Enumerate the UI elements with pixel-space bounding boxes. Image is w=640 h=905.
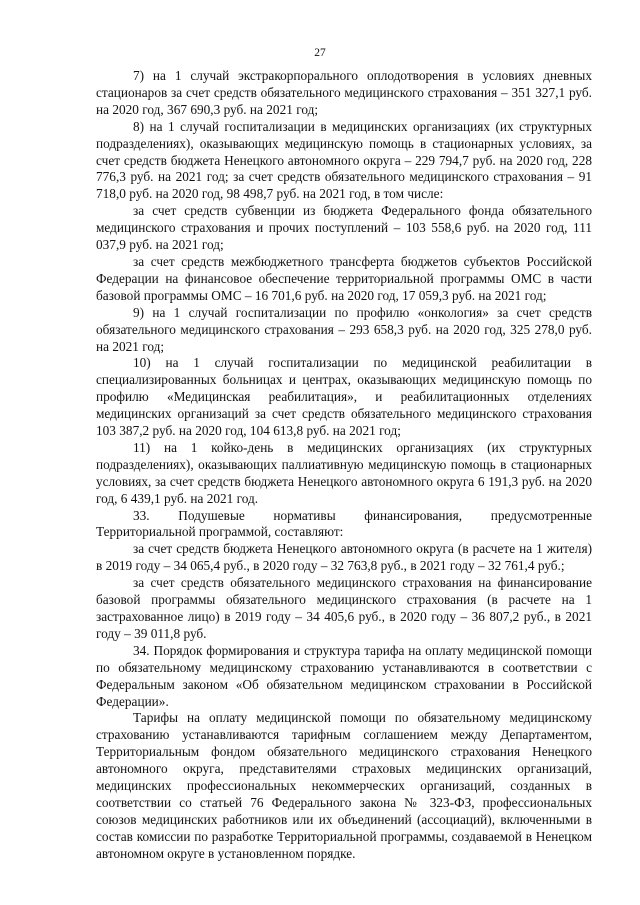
page-number: 27 [314,47,326,59]
paragraph-regional-budget: за счет средств бюджета Ненецкого автономного округа (в расчете на 1 жителя) в 2019 году – 34 065,4 руб., в 2020 году – 32 763,8 руб., в 2021 году – 32 761,4 руб.; [96,541,592,574]
paragraph-section-34: 34. Порядок формирования и структура тарифа на оплату медицинской помощи по обязательному медицинскому страхованию устанавливаются в соответствии с Федеральным законом «Об обязательном медицинском страховании в Российской Федерации». [96,642,592,709]
paragraph-tariffs: Тарифы на оплату медицинской помощи по обязательному медицинскому страхованию устанавливаются тарифным соглашением между Департаментом, Территориальным фондом обязательного медицинского страхования Ненецкого автономного округа, представителями страховых медицинских организаций, медицинских профессиональных некоммерческих организаций, созданных в соответствии со статьей 76 Федерального закона № 323-ФЗ, профессиональных союзов медицинских работников или их объединений (ассоциаций), включенными в состав комиссии по разработке Территориальной программы, создаваемой в Ненецком автономном округе в установленном порядке. [96,710,592,861]
paragraph-item-9: 9) на 1 случай госпитализации по профилю «онкология» за счет средств обязательного медицинского страхования – 293 658,3 руб. на 2020 год, 325 278,0 руб. на 2021 год; [96,304,592,354]
paragraph-oms-funding: за счет средств обязательного медицинского страхования на финансирование базовой программы обязательного медицинского страхования (в расчете на 1 застрахованное лицо) в 2019 году – 34 405,6 руб., в 2020 году – 36 807,2 руб., в 2021 году – 39 011,8 руб. [96,575,592,641]
paragraph-item-10: 10) на 1 случай госпитализации по медицинской реабилитации в специализированных больницах и центрах, оказывающих медицинскую помощь по профилю «Медицинская реабилитация», и реабилитационных отделениях медицинских организаций за счет средств обязательного медицинского страхования 103 387,2 руб. на 2020 год, 104 613,8 руб. на 2021 год; [96,355,592,439]
paragraph-interbudget-transfer: за счет средств межбюджетного трансферта бюджетов субъектов Российской Федерации на финансовое обеспечение территориальной программы ОМС в части базовой программы ОМС – 16 701,6 руб. на 2020 год, 17 059,3 руб. на 2021 год; [96,253,592,303]
paragraph-item-7: 7) на 1 случай экстракорпорального оплодотворения в условиях дневных стационаров за счет средств обязательного медицинского страхования – 351 327,1 руб. на 2020 год, 367 690,3 руб. на 2021 год; [96,68,592,117]
paragraph-item-8: 8) на 1 случай госпитализации в медицинских организациях (их структурных подразделениях), оказывающих медицинскую помощь в стационарных условиях, за счет средств бюджета Ненецкого автономного округа – 229 794,7 руб. на 2020 год, 228 776,3 руб. на 2021 год; за счет средств обязательного медицинского страхования – 91 718,0 руб. на 2020 год, 98 498,7 руб. на 2021 год, в том числе: [96,118,592,202]
document-body [96,68,592,863]
paragraph-item-11: 11) на 1 койко-день в медицинских организациях (их структурных подразделениях), оказывающих паллиативную медицинскую помощь в стационарных условиях, за счет средств бюджета Ненецкого автономного округа 6 191,3 руб. на 2020 год, 6 439,1 руб. на 2021 год. [96,439,592,506]
paragraph-section-33: 33. Подушевые нормативы финансирования, предусмотренные Территориальной программой, составляют: [96,507,592,540]
paragraph-subvention: за счет средств субвенции из бюджета Федерального фонда обязательного медицинского страхования и прочих поступлений – 103 558,6 руб. на 2020 год, 111 037,9 руб. на 2021 год; [96,203,592,253]
